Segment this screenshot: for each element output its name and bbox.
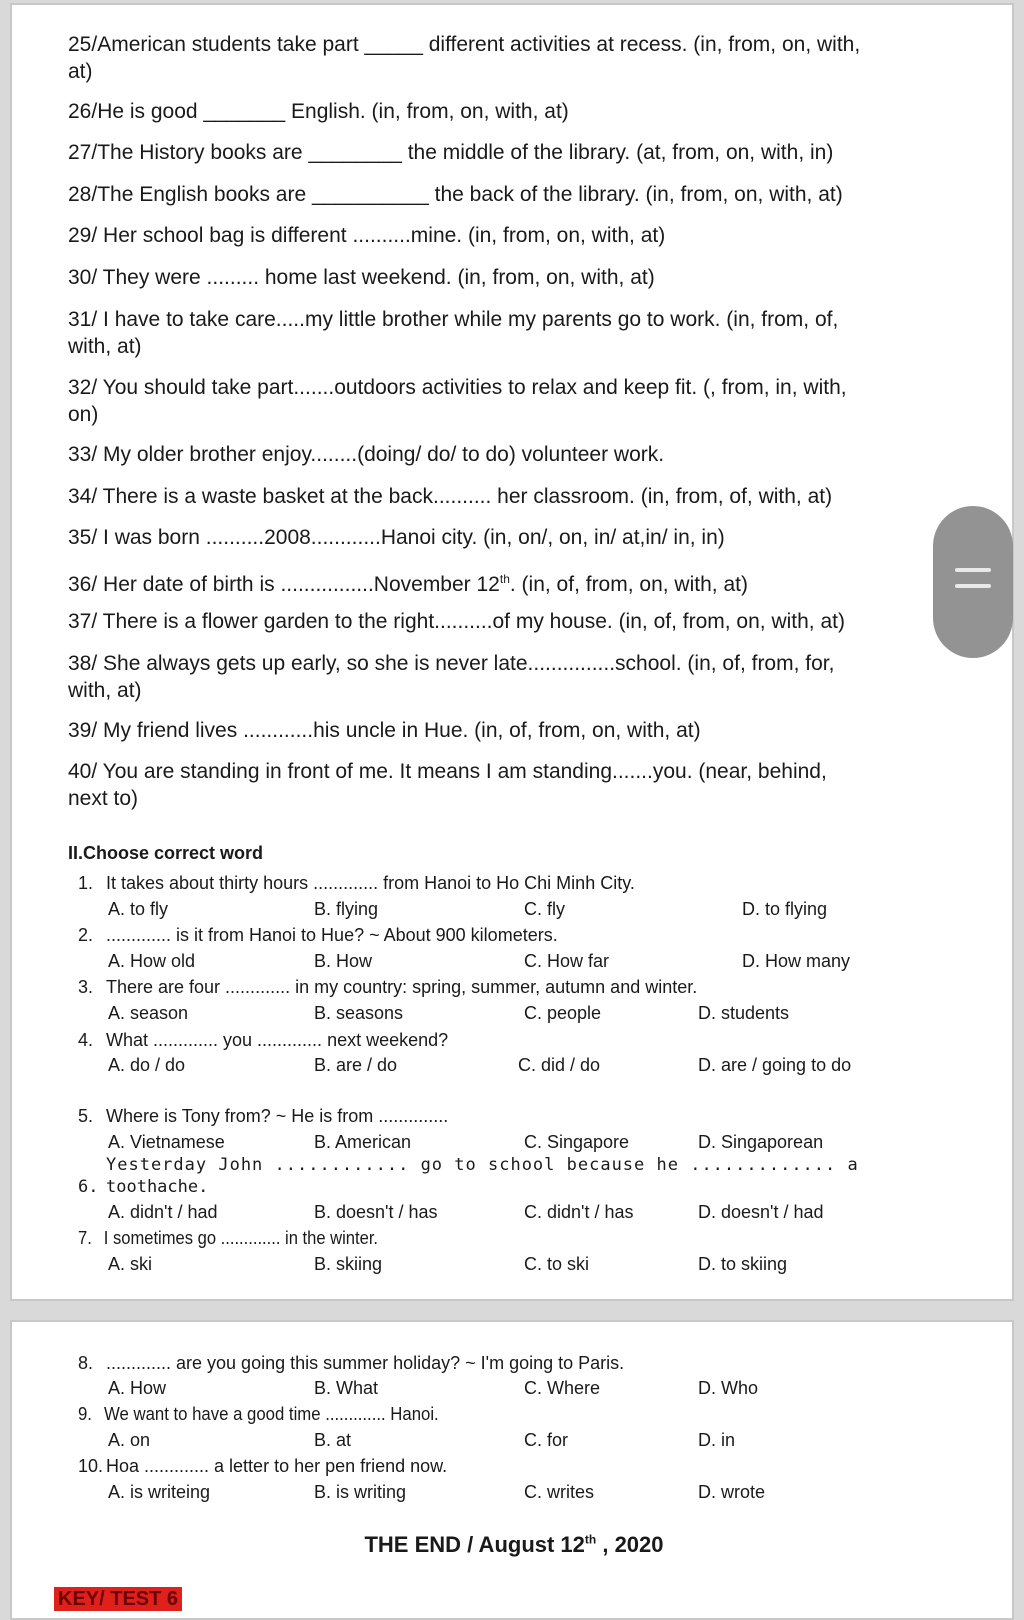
mcq-stem-6-line1: Yesterday John ............ go to school because he ............. a bbox=[106, 1155, 859, 1175]
mcq-stem-6: 6. toothache. bbox=[78, 1177, 209, 1197]
mcq-stem-8: 8. ............. are you going this summer holiday? ~ I'm going to Paris. bbox=[78, 1353, 625, 1373]
question-38: 38/ She always gets up early, so she is never late...............school. (in, of, from, for, with, at) bbox=[68, 652, 835, 702]
scroll-handle[interactable] bbox=[933, 506, 1013, 658]
question-25: 25/American students take part _____ different activities at recess. (in, from, on, with, at) bbox=[68, 33, 861, 83]
mcq-7-option-d: D. to skiing bbox=[698, 1254, 788, 1274]
mcq-8-option-a: A. How bbox=[108, 1378, 167, 1398]
mcq-stem-2: 2. ............. is it from Hanoi to Hue? ~ About 900 kilometers. bbox=[78, 925, 558, 945]
mcq-9-option-d: D. in bbox=[698, 1430, 736, 1450]
mcq-5-option-c: C. Singapore bbox=[524, 1132, 630, 1152]
mcq-10-option-b: B. is writing bbox=[314, 1482, 407, 1502]
mcq-4-option-b: B. are / do bbox=[314, 1055, 398, 1075]
question-32: 32/ You should take part.......outdoors activities to relax and keep fit. (, from, in, with, on) bbox=[68, 376, 847, 426]
mcq-stem-7: 7. I sometimes go ............. in the winter. bbox=[78, 1228, 379, 1248]
question-36: 36/ Her date of birth is ................November 12th. (in, of, from, on, with, at) bbox=[68, 572, 748, 596]
mcq-stem-3: 3. There are four ............. in my country: spring, summer, autumn and winter. bbox=[78, 977, 698, 997]
mcq-1-option-b: B. flying bbox=[314, 899, 379, 919]
worksheet-page-2 bbox=[10, 1320, 1014, 1620]
question-30: 30/ They were ......... home last weekend. (in, from, on, with, at) bbox=[68, 266, 655, 289]
question-37: 37/ There is a flower garden to the right..........of my house. (in, of, from, on, with, at) bbox=[68, 610, 845, 633]
mcq-2-option-a: A. How old bbox=[108, 951, 196, 971]
mcq-stem-10: 10. Hoa ............. a letter to her pen friend now. bbox=[78, 1456, 448, 1476]
question-34: 34/ There is a waste basket at the back.......... her classroom. (in, from, of, with, at) bbox=[68, 485, 833, 508]
mcq-3-option-c: C. people bbox=[524, 1003, 602, 1023]
mcq-6-option-d: D. doesn't / had bbox=[698, 1202, 824, 1222]
end-line: THE END / August 12th , 2020 bbox=[364, 1532, 664, 1557]
mcq-6-option-c: C. didn't / has bbox=[524, 1202, 634, 1222]
mcq-2-option-b: B. How bbox=[314, 951, 373, 971]
mcq-3-option-d: D. students bbox=[698, 1003, 790, 1023]
mcq-4-option-a: A. do / do bbox=[108, 1055, 186, 1075]
mcq-4-option-d: D. are / going to do bbox=[698, 1055, 852, 1075]
mcq-9-option-b: B. at bbox=[314, 1430, 352, 1450]
mcq-stem-5: 5. Where is Tony from? ~ He is from .............. bbox=[78, 1106, 449, 1126]
worksheet-page-1 bbox=[10, 3, 1014, 1301]
mcq-7-option-c: C. to ski bbox=[524, 1254, 590, 1274]
question-28: 28/The English books are __________ the back of the library. (in, from, on, with, at) bbox=[68, 183, 843, 206]
mcq-10-option-d: D. wrote bbox=[698, 1482, 766, 1502]
mcq-5-option-d: D. Singaporean bbox=[698, 1132, 824, 1152]
mcq-8-option-b: B. What bbox=[314, 1378, 379, 1398]
mcq-8-option-d: D. Who bbox=[698, 1378, 759, 1398]
section-title: II.Choose correct word bbox=[68, 843, 264, 863]
question-27: 27/The History books are ________ the middle of the library. (at, from, on, with, in) bbox=[68, 141, 834, 164]
mcq-7-option-a: A. ski bbox=[108, 1254, 153, 1274]
mcq-10-option-c: C. writes bbox=[524, 1482, 595, 1502]
mcq-7-option-b: B. skiing bbox=[314, 1254, 383, 1274]
mcq-6-option-b: B. doesn't / has bbox=[314, 1202, 438, 1222]
mcq-5-option-a: A. Vietnamese bbox=[108, 1132, 225, 1152]
mcq-2-option-d: D. How many bbox=[742, 951, 851, 971]
mcq-1-option-c: C. fly bbox=[524, 899, 566, 919]
question-26: 26/He is good _______ English. (in, from, on, with, at) bbox=[68, 100, 569, 123]
mcq-1-option-a: A. to fly bbox=[108, 899, 169, 919]
question-31: 31/ I have to take care.....my little brother while my parents go to work. (in, from, of, with, at) bbox=[68, 308, 839, 358]
question-29: 29/ Her school bag is different ..........mine. (in, from, on, with, at) bbox=[68, 224, 666, 247]
mcq-4-option-c: C. did / do bbox=[518, 1055, 601, 1075]
question-40: 40/ You are standing in front of me. It means I am standing.......you. (near, behind, next to) bbox=[68, 760, 827, 810]
question-39: 39/ My friend lives ............his uncle in Hue. (in, of, from, on, with, at) bbox=[68, 719, 701, 742]
mcq-stem-1: 1. It takes about thirty hours ............. from Hanoi to Ho Chi Minh City. bbox=[78, 873, 635, 893]
mcq-8-option-c: C. Where bbox=[524, 1378, 601, 1398]
mcq-2-option-c: C. How far bbox=[524, 951, 610, 971]
grip-line-icon bbox=[955, 568, 991, 572]
mcq-1-option-d: D. to flying bbox=[742, 899, 828, 919]
question-35: 35/ I was born ..........2008............Hanoi city. (in, on/, on, in/ at,in/ in, in) bbox=[68, 526, 725, 549]
key-test-label: KEY/ TEST 6 bbox=[54, 1587, 182, 1611]
mcq-10-option-a: A. is writeing bbox=[108, 1482, 211, 1502]
mcq-stem-9: 9. We want to have a good time ............. Hanoi. bbox=[78, 1404, 439, 1424]
mcq-stem-4: 4. What ............. you ............. next weekend? bbox=[78, 1030, 449, 1050]
grip-line-icon bbox=[955, 584, 991, 588]
mcq-3-option-b: B. seasons bbox=[314, 1003, 404, 1023]
mcq-9-option-a: A. on bbox=[108, 1430, 151, 1450]
mcq-3-option-a: A. season bbox=[108, 1003, 189, 1023]
mcq-9-option-c: C. for bbox=[524, 1430, 569, 1450]
mcq-6-option-a: A. didn't / had bbox=[108, 1202, 218, 1222]
question-33: 33/ My older brother enjoy........(doing/ do/ to do) volunteer work. bbox=[68, 443, 665, 466]
mcq-5-option-b: B. American bbox=[314, 1132, 412, 1152]
